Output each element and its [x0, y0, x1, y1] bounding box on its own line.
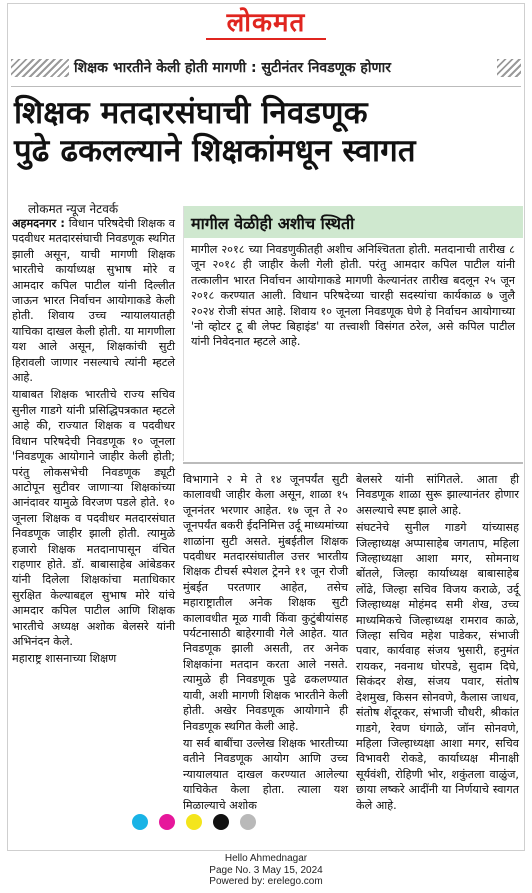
- inset-box: [183, 206, 523, 464]
- headline: [14, 94, 518, 170]
- cyan-dot: [132, 814, 148, 830]
- logo-underline: [206, 38, 326, 40]
- inset-title: मागील वेळीही अशीच स्थिती: [183, 206, 523, 238]
- color-registration-marks: [132, 814, 262, 830]
- kicker-text: शिक्षक भारतीने केली होती मागणी : सुटीनंतर निवडणूक होणार: [74, 60, 391, 76]
- powered-by: Powered by: erelego.com: [209, 876, 323, 887]
- grey-dot: [240, 814, 256, 830]
- dateline: अहमदनगर :: [12, 217, 65, 230]
- yellow-dot: [186, 814, 202, 830]
- paragraph: संघटनेचे सुनील गाडगे यांच्यासह जिल्हाध्यक्ष अप्पासाहेब जगताप, महिला जिल्हाध्यक्षा आशा मगर, सोमनाथ बोंतले, जिल्हा कार्याध्यक्ष बाबासाहेब लोंढे, जिल्हा सचिव विजय कराळे, उर्दू जिल्हाध्यक्ष मोहंमद समी शेख, उच्च माध्यमिकचे जिल्हाध्यक्ष रामराव काळे, जिल्हा सचिव महेश पाडेकर, संभाजी पवार, कार्यवाह संजय भुसारी, हनुमंत रायकर, नवनाथ घोरपडे, सुदाम दिघे, सिकंदर शेख, संजय पवार, संतोष देशमुख, किसन सोनवणे, कैलास जाधव, संतोष शेंदूरकर, संभाजी चौधरी, श्रीकांत गाडगे, रेवण घंगाळे, जॉन सोनवणे, महिला जिल्हाध्यक्षा आशा मगर, सचिव विभावरी रोकडे, कार्याध्यक्ष मीनाक्षी सूर्यवंशी, रोहिणी भोर, शकुंतला वाळुंज, छाया लष्करे आदींनी या निर्णयाचे स्वागत केले आहे.: [356, 521, 519, 812]
- headline-line-1: शिक्षक मतदारसंघाची निवडणूक: [14, 95, 368, 131]
- page-footer: [0, 853, 532, 888]
- byline: लोकमत न्यूज नेटवर्क: [28, 202, 119, 216]
- hatch-decoration-left: [11, 59, 69, 77]
- paragraph: या सर्व बाबींचा उल्लेख शिक्षक भारतीच्या वतीने निवडणूक आयोग आणि उच्च न्यायालयात दाखल करण्यात आलेल्या याचिकेत केला होता. त्याला यश मिळाल्याचे अशोक: [183, 736, 348, 812]
- inset-rule: [183, 206, 184, 461]
- hatch-decoration-right: [497, 59, 521, 77]
- divider: [11, 86, 521, 87]
- news-clipping: [7, 3, 525, 851]
- paragraph: बेलसरे यांनी सांगितले. आता ही निवडणूक शाळा सुरू झाल्यानंतर होणार असल्याचे स्पष्ट झाले आहे.: [356, 473, 519, 517]
- inset-underline: [183, 462, 523, 464]
- edition-name: Hello Ahmednagar: [224, 853, 308, 864]
- article-column-1: [12, 216, 175, 669]
- article-column-2: [183, 472, 348, 815]
- paragraph: [12, 216, 175, 385]
- article-column-3: [356, 472, 519, 815]
- magenta-dot: [159, 814, 175, 830]
- paragraph: याबाबत शिक्षक भारतीचे राज्य सचिव सुनील गाडगे यांनी प्रसिद्धिपत्रकात म्हटले आहे की, राज्यात शिक्षक व पदवीधर विधान परिषदेची निवडणूक १० जूनला 'निवडणूक आयोगाने जाहीर केली होती; परंतु लोकसभेची निवडणूक ड्यूटी आटोपून सुटीवर जाणाऱ्या शिक्षकांच्या आनंदावर यामुळे विरजण पडले होते. १० जूनला शिक्षक व पदवीधर मतदारसंघात निवडणूक जाहीर झाली होती. त्यामुळे हजारो शिक्षक मतदानापासून वंचित राहणार होते. डॉ. बाबासाहेब आंबेडकर यांनी दिलेला शिक्षकांचा मताधिकार सुरक्षित केल्याबद्दल सुभाष मोरे यांचे आमदार कपिल पाटील आणि शिक्षक भारतीचे अध्यक्ष अशोक बेलसरे यांनी अभिनंदन केले.: [12, 388, 175, 648]
- headline-line-2: पुढे ढकलल्याने शिक्षकांमधून स्वागत: [14, 133, 416, 169]
- paragraph: महाराष्ट्र शासनाच्या शिक्षण: [12, 652, 117, 666]
- lokmat-logo: लोकमत: [226, 8, 306, 38]
- paragraph: विभागाने २ मे ते १४ जूनपर्यंत सुटी कालावधी जाहीर केला असून, शाळा १५ जूननंतर भरणार आहेत. १७ जून ते २० जूनपर्यंत बकरी ईदनिमित्त उर्दू माध्यमांच्या शाळांना सुटी असते. मुंबईतील शिक्षक पदवीधर मतदारसंघातील उत्तर भारतीय शिक्षक टीचर्स स्पेशल ट्रेनने ११ जून रोजी मुंबईत परतणार आहेत, तसेच महाराष्ट्रातील अनेक शिक्षक सुटी कालावधीत मूळ गावी किंवा कुटुंबीयांसह पर्यटनासाठी बाहेरगावी गेले आहेत. यात निवडणूक झाली असती, तर अनेक शिक्षकांना मतदान करता आले नसते. त्यामुळे ही निवडणूक पुढे ढकलण्यात यावी, अशी मागणी शिक्षक भारतीने केली होती. अखेर निवडणूक आयोगाने ही निवडणूक स्थगित केली आहे.: [183, 473, 348, 733]
- masthead: [8, 4, 524, 42]
- kicker-strip: [8, 56, 524, 82]
- page-and-date: Page No. 3 May 15, 2024: [209, 864, 323, 876]
- inset-text: मागील २०१८ च्या निवडणुकीतही अशीच अनिश्चितता होती. मतदानाची तारीख ८ जून २०१८ ही जाहीर केली गेली होती. परंतु आमदार कपिल पाटील यांनी तत्कालीन भारत निर्वाचन आयोगाकडे मागणी केल्यानंतर तारीख बदलून २५ जून २०१८ करण्यात आली. विधान परिषदेच्या चारही सदस्यांचा कार्यकाळ ७ जुलै २०२४ रोजी संपत आहे. शिवाय १० जूनला निवडणूक घेणे हे निर्वाचन आयोगाच्या 'नो व्होटर टू बी लेफ्ट बिहाइंड' या तत्त्वाशी विसंगत ठरेल, असे कपिल पाटील यांनी निवेदनात म्हटले आहे.: [191, 243, 515, 349]
- black-dot: [213, 814, 229, 830]
- paragraph-text: विधान परिषदेची शिक्षक व पदवीधर मतदारसंघाची निवडणूक स्थगित झाली असून, याची मागणी शिक्षक भारतीचे कार्याध्यक्ष सुभाष मोरे व आमदार कपिल पाटील यांनी दिल्लीत जाऊन भारत निर्वाचन आयोगाकडे केली होती. शिवाय उच्च न्यायालयातही याचिका दाखल केली होती. या मागणीला यश आले असून, शिक्षकांची सुटी हिरावली जाणार नसल्याचे त्यांनी म्हटले आहे.: [12, 217, 175, 385]
